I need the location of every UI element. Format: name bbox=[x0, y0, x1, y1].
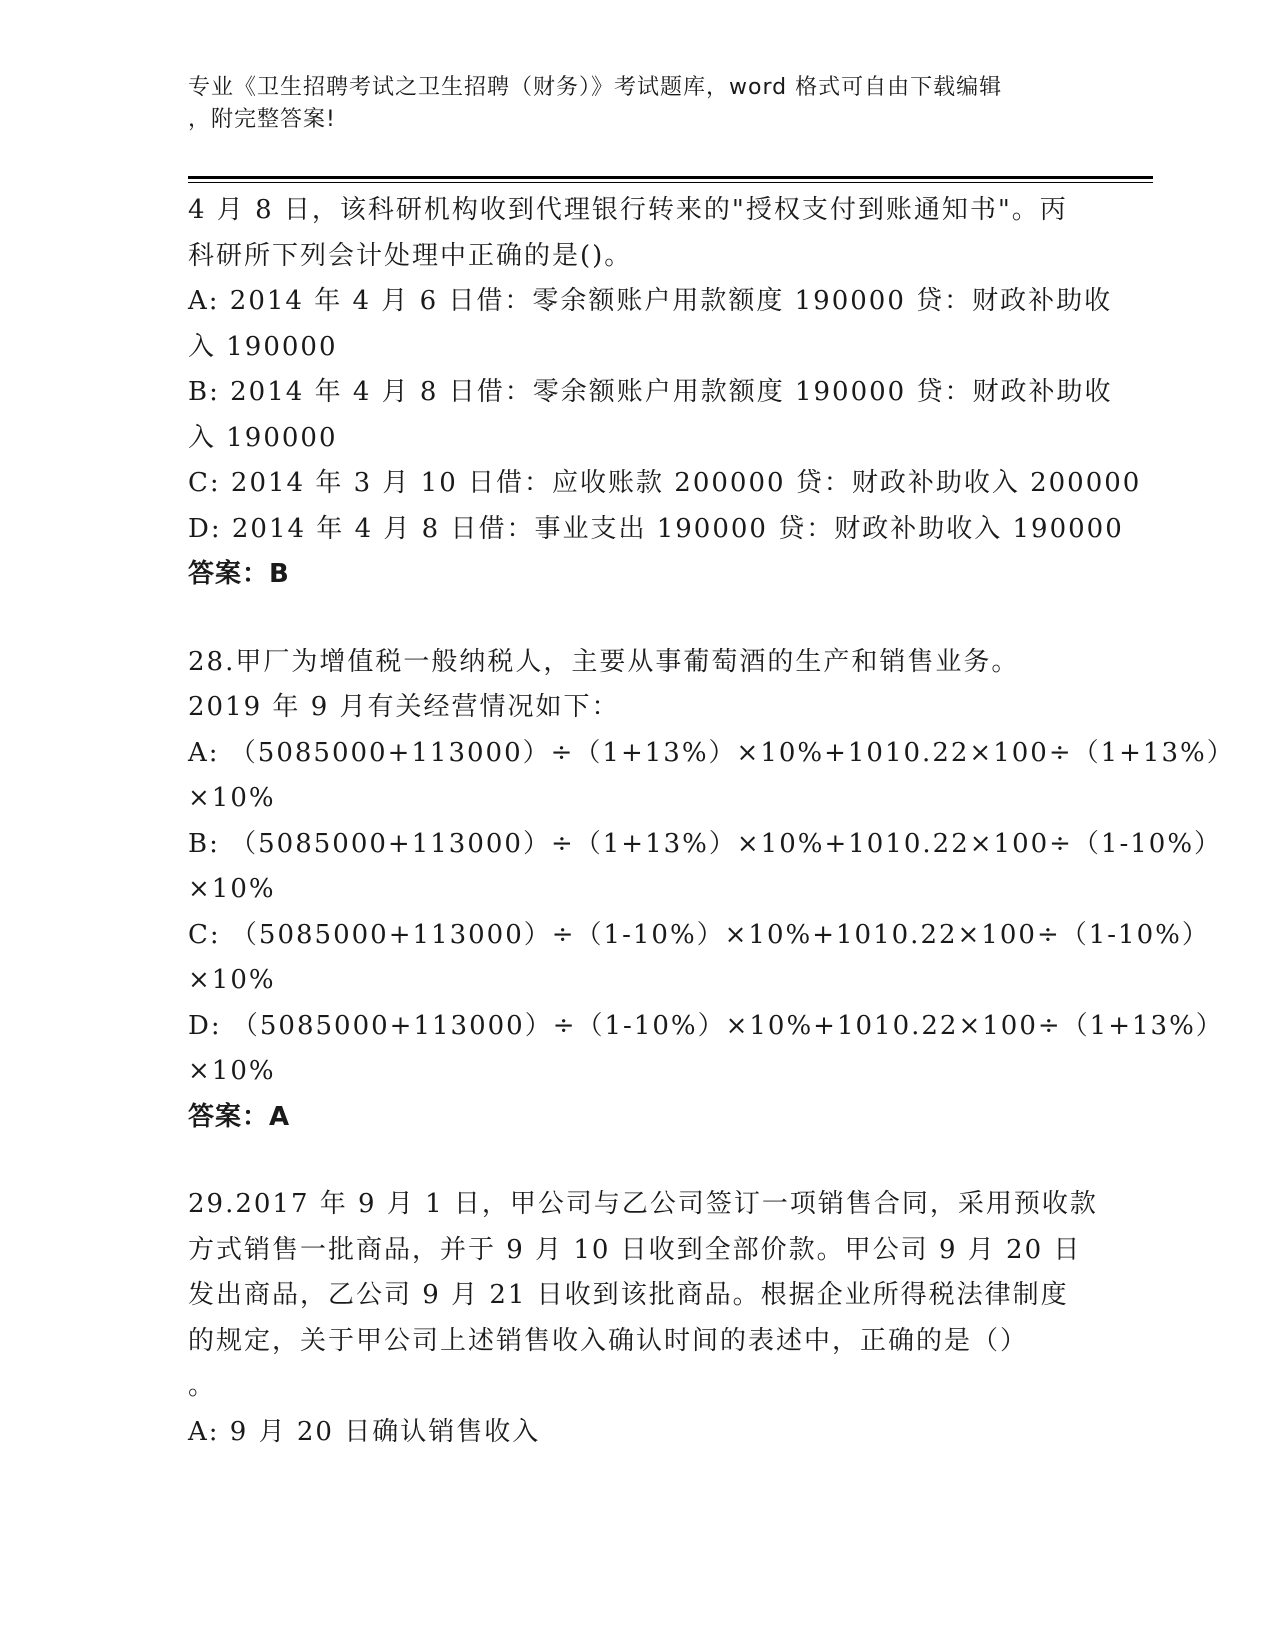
header-rule-thin bbox=[188, 182, 1153, 183]
question-stem-line: 2019 年 9 月有关经营情况如下： bbox=[188, 692, 620, 722]
question-28 bbox=[188, 640, 1235, 1141]
spacer bbox=[188, 598, 1088, 640]
option-d: D: 2014 年 4 月 8 日借：事业支出 190000 贷：财政补助收入 190000 bbox=[188, 513, 1124, 544]
question-stem-line: 发出商品，乙公司 9 月 21 日收到该批商品。根据企业所得税法律制度 bbox=[188, 1280, 1069, 1310]
option-b-cont: ×10% bbox=[188, 874, 276, 904]
option-d-cont: ×10% bbox=[188, 1056, 276, 1086]
option-d: D: （5085000+113000）÷（1-10%）×10%+1010.22×100÷（1+13%） bbox=[188, 1010, 1224, 1041]
option-b: B: （5085000+113000）÷（1+13%）×10%+1010.22×100÷（1-10%） bbox=[188, 828, 1223, 859]
header-line-1: 专业《卫生招聘考试之卫生招聘（财务）》考试题库，word 格式可自由下载编辑 bbox=[188, 75, 1003, 100]
question-content bbox=[188, 188, 1235, 1455]
header-rule-thick bbox=[188, 176, 1153, 179]
question-stem-line: 28.甲厂为增值税一般纳税人，主要从事葡萄酒的生产和销售业务。 bbox=[188, 646, 1020, 677]
answer: 答案：A bbox=[188, 1101, 291, 1132]
option-c-cont: ×10% bbox=[188, 965, 276, 995]
question-stem-line: 。 bbox=[188, 1371, 217, 1401]
page-header bbox=[188, 72, 1088, 136]
answer: 答案：B bbox=[188, 559, 290, 589]
option-c: C: （5085000+113000）÷（1-10%）×10%+1010.22×100÷（1-10%） bbox=[188, 919, 1210, 950]
option-a: A: 2014 年 4 月 6 日借：零余额账户用款额度 190000 贷：财政补助收 bbox=[188, 286, 1113, 316]
option-c: C: 2014 年 3 月 10 日借：应收账款 200000 贷：财政补助收入 200000 bbox=[188, 468, 1142, 498]
question-stem-line: 方式销售一批商品，并于 9 月 10 日收到全部价款。甲公司 9 月 20 日 bbox=[188, 1234, 1082, 1265]
question-stem-line: 科研所下列会计处理中正确的是()。 bbox=[188, 240, 633, 271]
option-b: B: 2014 年 4 月 8 日借：零余额账户用款额度 190000 贷：财政补助收 bbox=[188, 377, 1113, 407]
question-stem-line: 29.2017 年 9 月 1 日，甲公司与乙公司签订一项销售合同，采用预收款 bbox=[188, 1189, 1098, 1219]
question-27 bbox=[188, 188, 1142, 598]
question-stem-line: 4 月 8 日，该科研机构收到代理银行转来的"授权支付到账通知书"。丙 bbox=[188, 195, 1068, 225]
question-29 bbox=[188, 1182, 1098, 1455]
question-stem-line: 的规定，关于甲公司上述销售收入确认时间的表述中，正确的是（） bbox=[188, 1325, 1029, 1356]
option-a-cont: 入 190000 bbox=[188, 331, 338, 362]
option-b-cont: 入 190000 bbox=[188, 422, 338, 453]
option-a: A: 9 月 20 日确认销售收入 bbox=[188, 1416, 541, 1447]
header-line-2: ，附完整答案! bbox=[188, 107, 336, 132]
option-a: A: （5085000+113000）÷（1+13%）×10%+1010.22×100÷（1+13%） bbox=[188, 737, 1235, 768]
spacer bbox=[188, 1140, 1088, 1182]
option-a-cont: ×10% bbox=[188, 783, 276, 813]
